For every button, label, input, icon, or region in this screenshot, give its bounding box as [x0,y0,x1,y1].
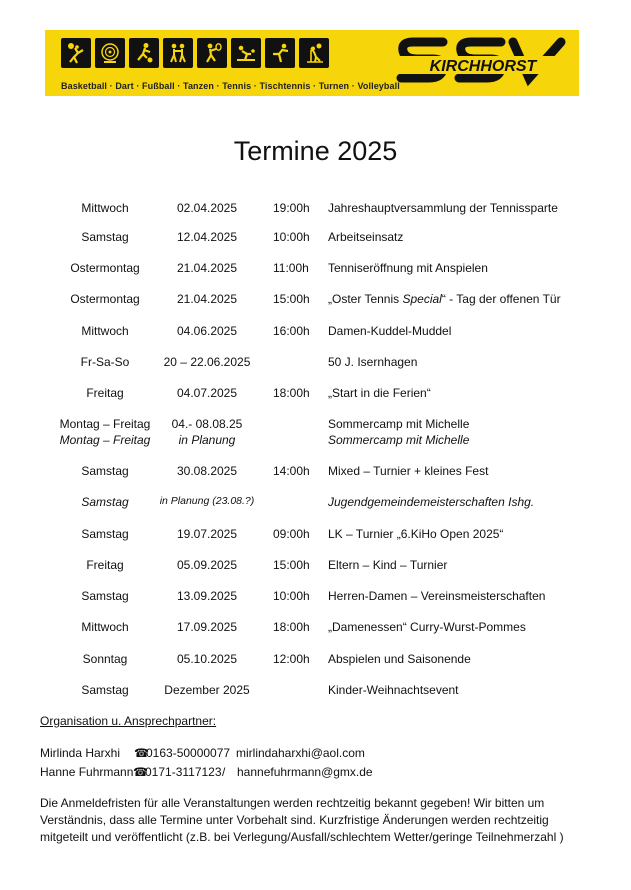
event-title: Sommercamp mit Michelle [328,433,470,447]
event-time: 16:00h [273,324,310,338]
event-date: Dezember 2025 [164,683,250,697]
contact-email[interactable]: mirlindaharxhi@aol.com [236,746,365,760]
contact-separator: / [222,765,226,779]
contact-phone: 0163-50000077 [146,746,231,760]
event-date: 21.04.2025 [176,261,238,275]
football-player-icon [129,38,159,68]
event-time: 19:00h [273,201,310,215]
dart-board-icon [95,38,125,68]
event-time: 12:00h [273,652,310,666]
event-row [0,652,631,672]
event-title: Damen-Kuddel-Muddel [328,324,452,338]
organisation-heading: Organisation u. Ansprechpartner: [40,714,217,728]
event-date: 30.08.2025 [176,464,238,478]
club-banner [45,30,579,96]
event-day: Ostermontag [70,292,140,306]
event-row [0,558,631,578]
event-date: 21.04.2025 [176,292,238,306]
event-day: Samstag [81,589,129,603]
event-time: 10:00h [273,589,310,603]
event-row [0,683,631,703]
event-time: 14:00h [273,464,310,478]
event-date: 19.07.2025 [176,527,238,541]
event-title: Mixed – Turnier + kleines Fest [328,464,489,478]
dancers-icon [163,38,193,68]
registration-note: Die Anmeldefristen für alle Veranstaltungen werden rechtzeitig bekannt gegeben! Wir bitten um Verständnis, dass alle Termine unter Vorbehalt sind. Kurzfristige Änderungen werden rechtzeitig mitgeteilt und veröffentlicht (z.B. bei Verlegung/Ausfall/schlechtem Wetter/geringe Teilnehmerzahl ) [40,796,564,844]
sports-list: Basketball · Dart · Fußball · Tanzen · Tennis · Tischtennis · Turnen · Volleyball [61,81,400,91]
event-date: 04.- 08.08.25 [171,417,243,431]
event-title: „Damenessen“ Curry-Wurst-Pommes [328,620,526,634]
event-row [0,589,631,609]
event-title: „Start in die Ferien“ [328,386,431,400]
event-day: Freitag [86,386,124,400]
event-row [0,261,631,281]
event-date: in Planung (23.08.?) [159,495,255,507]
event-title-part: “ - Tag der offenen Tür [441,292,561,306]
event-day: Fr-Sa-So [80,355,130,369]
event-day: Mittwoch [81,620,129,634]
event-title [328,292,561,306]
event-title: Kinder-Weihnachtsevent [328,683,459,697]
event-time: 18:00h [273,386,310,400]
event-day: Montag – Freitag [59,417,151,431]
event-row [0,201,631,221]
event-date: 13.09.2025 [176,589,238,603]
ssv-kirchhorst-logo [391,34,577,94]
event-title: 50 J. Isernhagen [328,355,418,369]
event-title: Jugendgemeindemeisterschaften Ishg. [328,495,535,509]
event-day: Samstag [81,230,129,244]
event-row [0,386,631,406]
phone-icon: ☎ [134,746,149,760]
event-date: in Planung [178,433,236,447]
event-time: 15:00h [273,292,310,306]
event-date: 04.06.2025 [176,324,238,338]
event-date: 12.04.2025 [176,230,238,244]
event-title-part: „Oster Tennis [328,292,403,306]
event-day: Sonntag [82,652,128,666]
event-title: Tenniseröffnung mit Anspielen [328,261,488,275]
event-date: 05.09.2025 [176,558,238,572]
event-time: 15:00h [273,558,310,572]
logo-text: KIRCHHORST [429,58,537,75]
event-time: 10:00h [273,230,310,244]
contact-name: Hanne Fuhrmann [40,765,134,779]
event-day: Samstag [81,464,129,478]
event-row [0,620,631,640]
event-row [0,464,631,484]
volleyball-player-icon [299,38,329,68]
contact-phone: 0171-3117123 [145,765,222,779]
event-title: Jahreshauptversammlung der Tennissparte [328,201,558,215]
event-date: 17.09.2025 [176,620,238,634]
event-title-emphasis: Special [402,292,442,306]
event-day: Freitag [86,558,124,572]
sports-icon-row [61,38,329,68]
event-row [0,527,631,547]
tennis-player-icon [197,38,227,68]
event-title: Sommercamp mit Michelle [328,417,470,431]
contact-name: Mirlinda Harxhi [40,746,121,760]
event-title: Eltern – Kind – Turnier [328,558,448,572]
event-row [0,230,631,250]
event-day: Samstag [81,527,129,541]
table-tennis-player-icon [231,38,261,68]
event-row-planned [0,433,631,453]
basketball-player-icon [61,38,91,68]
event-day: Samstag [81,683,129,697]
event-title: LK – Turnier „6.KiHo Open 2025“ [328,527,504,541]
event-day: Montag – Freitag [59,433,151,447]
page-title: Termine 2025 [233,136,398,166]
event-title: Herren-Damen – Vereinsmeisterschaften [328,589,546,603]
event-day: Ostermontag [70,261,140,275]
event-day: Samstag [81,495,129,509]
event-date: 20 – 22.06.2025 [163,355,251,369]
event-row [0,292,631,312]
event-row [0,355,631,375]
event-date: 05.10.2025 [176,652,238,666]
event-row [0,324,631,344]
event-title: Abspielen und Saisonende [328,652,471,666]
event-title: Arbeitseinsatz [328,230,404,244]
event-date: 04.07.2025 [176,386,238,400]
event-row [0,495,631,515]
event-day: Mittwoch [81,324,129,338]
event-time: 09:00h [273,527,310,541]
contact-email[interactable]: hannefuhrmann@gmx.de [237,765,373,779]
event-time: 11:00h [273,261,309,275]
phone-icon: ☎ [133,765,148,779]
event-date: 02.04.2025 [176,201,238,215]
gymnast-icon [265,38,295,68]
event-time: 18:00h [273,620,310,634]
event-day: Mittwoch [81,201,129,215]
